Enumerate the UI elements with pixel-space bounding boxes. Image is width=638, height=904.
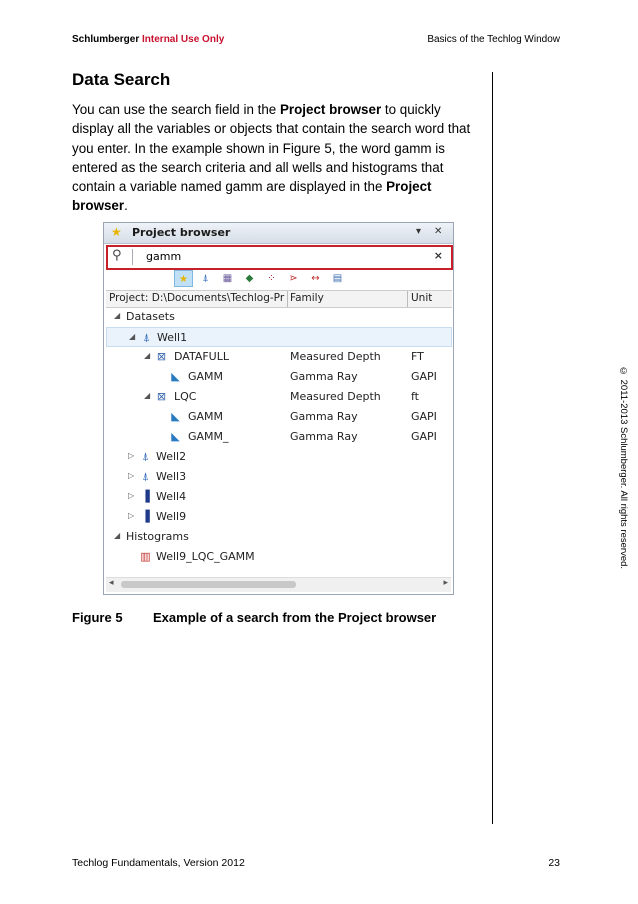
search-input[interactable] bbox=[146, 249, 416, 264]
header-company bbox=[72, 34, 224, 45]
row-family: Measured Depth bbox=[290, 390, 381, 403]
search-divider bbox=[132, 249, 133, 265]
horizontal-scrollbar[interactable] bbox=[106, 577, 451, 592]
tree-row-lqc[interactable] bbox=[106, 387, 452, 407]
row-name: Histograms bbox=[126, 530, 189, 543]
row-name: DATAFULL bbox=[174, 350, 229, 363]
tree-row-well2[interactable] bbox=[106, 447, 452, 467]
favorites-filter-icon[interactable]: ★ bbox=[174, 270, 193, 287]
expand-triangle-icon[interactable]: ◢ bbox=[144, 351, 151, 360]
expand-triangle-icon[interactable]: ◢ bbox=[144, 391, 151, 400]
row-name: GAMM_ bbox=[188, 430, 229, 443]
row-name: Well2 bbox=[156, 450, 187, 463]
star-icon: ★ bbox=[111, 225, 122, 239]
para-text-3: . bbox=[124, 198, 128, 214]
column-divider[interactable] bbox=[407, 291, 408, 307]
row-name: GAMM bbox=[188, 370, 224, 383]
variable-icon: ◣ bbox=[171, 370, 180, 383]
row-unit: GAPI bbox=[411, 430, 437, 443]
scrollbar-thumb[interactable] bbox=[121, 581, 296, 588]
row-name: LQC bbox=[174, 390, 197, 403]
histogram-icon: ▥ bbox=[140, 550, 151, 563]
row-unit: GAPI bbox=[411, 410, 437, 423]
tree-row-datafull[interactable] bbox=[106, 347, 452, 367]
row-name: Well9_LQC_GAMM bbox=[156, 550, 255, 563]
tree-row-well9[interactable] bbox=[106, 507, 452, 527]
python-filter-icon[interactable]: ◆ bbox=[245, 273, 254, 284]
search-box bbox=[106, 245, 453, 270]
tree-row-histograms[interactable] bbox=[106, 527, 452, 547]
expand-triangle-icon[interactable]: ◢ bbox=[114, 531, 121, 540]
column-unit[interactable]: Unit bbox=[411, 292, 433, 304]
collapsed-triangle-icon[interactable]: ▷ bbox=[128, 451, 135, 460]
expand-triangle-icon[interactable]: ◢ bbox=[129, 332, 136, 341]
page-number: 23 bbox=[548, 857, 560, 869]
copyright-notice: © 2011-2013 Schlumberger. All rights reserved. bbox=[618, 366, 629, 570]
project-browser-titlebar bbox=[104, 223, 453, 244]
figure-number: Figure 5 bbox=[72, 610, 123, 625]
well-icon: ▐ bbox=[141, 490, 150, 503]
dataset-icon: ⊠ bbox=[156, 390, 167, 403]
clear-search-button[interactable]: × bbox=[433, 249, 443, 262]
scroll-left-icon[interactable]: ◂ bbox=[109, 578, 114, 588]
tree-row-gamm[interactable] bbox=[106, 407, 452, 427]
row-name: GAMM bbox=[188, 410, 224, 423]
tree-row-datasets[interactable] bbox=[106, 307, 452, 327]
tree-row-well3[interactable] bbox=[106, 467, 452, 487]
row-name: Well9 bbox=[156, 510, 187, 523]
para-bold-1: Project browser bbox=[279, 102, 382, 117]
row-family: Gamma Ray bbox=[290, 410, 358, 423]
column-project[interactable]: Project: D:\Documents\Techlog-Pr bbox=[109, 292, 285, 304]
figure-caption: Example of a search from the Project browser bbox=[153, 610, 437, 625]
search-icon: ⚲ bbox=[112, 248, 122, 263]
para-text-2: to quickly display all the variables or objects that contain the search word that you enter. In the example shown in Figure 5, the word gamm is entered as the search criteria and all wells and histograms that contain a variable named gamm are displayed in the bbox=[72, 102, 471, 195]
collapsed-triangle-icon[interactable]: ▷ bbox=[128, 471, 135, 480]
column-divider[interactable] bbox=[287, 291, 288, 307]
tree-row-histogram-item[interactable] bbox=[106, 547, 452, 567]
scroll-right-icon[interactable]: ▸ bbox=[443, 578, 448, 588]
project-browser-title: Project browser bbox=[132, 226, 231, 239]
row-unit: ft bbox=[411, 390, 419, 403]
tree-row-well1[interactable] bbox=[106, 327, 452, 347]
footer-title: Techlog Fundamentals, Version 2012 bbox=[72, 857, 245, 869]
row-name: Well1 bbox=[157, 331, 188, 344]
well-icon: ▐ bbox=[141, 510, 150, 523]
dataset-icon: ⊠ bbox=[156, 350, 167, 363]
link-filter-icon[interactable]: ↔ bbox=[311, 273, 320, 284]
row-name: Well4 bbox=[156, 490, 187, 503]
column-family[interactable]: Family bbox=[290, 292, 324, 304]
database-filter-icon[interactable]: ▤ bbox=[332, 273, 343, 284]
well-icon: ⍋ bbox=[142, 450, 149, 463]
margin-rule bbox=[492, 72, 493, 824]
para-text-1: You can use the search field in the bbox=[72, 102, 280, 117]
row-family: Gamma Ray bbox=[290, 430, 358, 443]
collapsed-triangle-icon[interactable]: ▷ bbox=[128, 491, 135, 500]
row-family: Measured Depth bbox=[290, 350, 381, 363]
collapsed-triangle-icon[interactable]: ▷ bbox=[128, 511, 135, 520]
plot-filter-icon[interactable]: ⁘ bbox=[267, 273, 276, 284]
row-unit: GAPI bbox=[411, 370, 437, 383]
header-company-name: Schlumberger bbox=[72, 34, 140, 45]
header-section: Basics of the Techlog Window bbox=[427, 34, 560, 45]
variable-icon: ◣ bbox=[171, 430, 180, 443]
tree-row-gamm[interactable] bbox=[106, 367, 452, 387]
page-title: Data Search bbox=[72, 70, 171, 89]
tree-row-gamm-underscore[interactable] bbox=[106, 427, 452, 447]
tree-row-well4[interactable] bbox=[106, 487, 452, 507]
expand-triangle-icon[interactable]: ◢ bbox=[114, 311, 121, 320]
header-classification: Internal Use Only bbox=[142, 34, 225, 45]
project-browser-window bbox=[103, 222, 454, 595]
row-unit: FT bbox=[411, 350, 424, 363]
row-name: Well3 bbox=[156, 470, 187, 483]
row-family: Gamma Ray bbox=[290, 370, 358, 383]
workflow-filter-icon[interactable]: ⋗ bbox=[289, 273, 298, 284]
well-icon: ⍋ bbox=[143, 331, 150, 344]
pin-dropdown-icon[interactable]: ▾ bbox=[416, 226, 422, 237]
column-header bbox=[106, 290, 452, 308]
body-paragraph bbox=[72, 100, 484, 216]
well-icon: ⍋ bbox=[142, 470, 149, 483]
para-bold-2: Project browser bbox=[72, 179, 432, 214]
dataset-filter-icon[interactable]: ▦ bbox=[222, 273, 233, 284]
row-name: Datasets bbox=[126, 310, 175, 323]
variable-icon: ◣ bbox=[171, 410, 180, 423]
well-filter-icon[interactable]: ⍋ bbox=[202, 273, 209, 284]
close-icon[interactable]: ✕ bbox=[434, 226, 443, 237]
